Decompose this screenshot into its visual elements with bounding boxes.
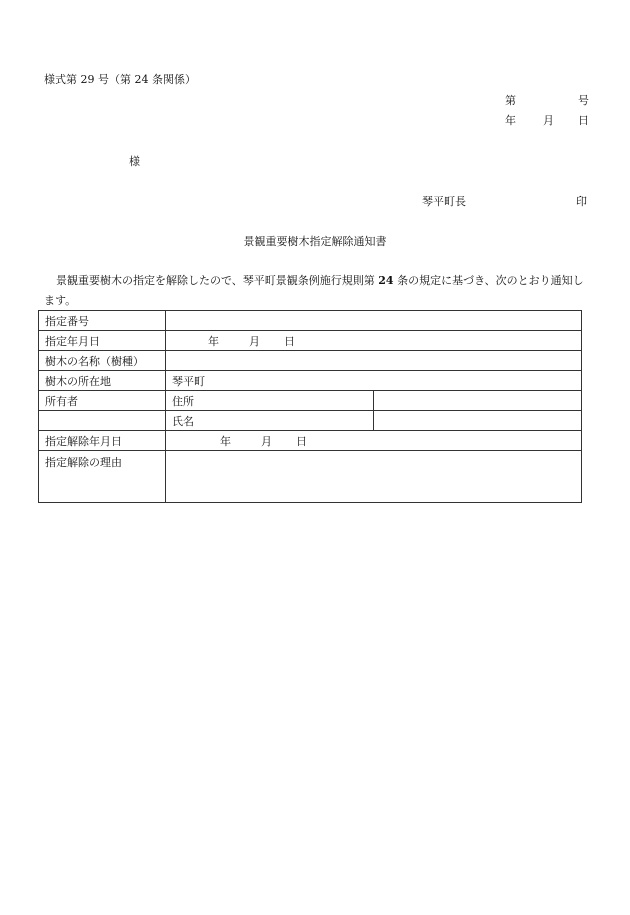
table-row <box>39 351 582 371</box>
cancellation-date-field[interactable] <box>166 431 582 451</box>
designation-month: 月 <box>249 334 260 348</box>
table-row <box>39 451 582 503</box>
designation-number-field[interactable] <box>166 311 582 331</box>
cancellation-date-label: 指定解除年月日 <box>39 431 166 451</box>
issue-date-day: 日 <box>578 114 589 127</box>
designation-year: 年 <box>208 334 219 348</box>
table-row <box>39 391 582 411</box>
cancellation-year: 年 <box>220 434 231 448</box>
table-row <box>39 431 582 451</box>
designation-date-label: 指定年月日 <box>39 331 166 351</box>
cancellation-reason-label: 指定解除の理由 <box>39 451 166 503</box>
tree-name-label: 樹木の名称（樹種） <box>39 351 166 371</box>
owner-name-label: 氏名 <box>166 411 374 431</box>
issue-date-month: 月 <box>543 114 554 127</box>
cancellation-month: 月 <box>261 434 272 448</box>
table-row <box>39 371 582 391</box>
notice-body <box>44 271 592 311</box>
designation-day: 日 <box>284 334 295 348</box>
form-number: 様式第 29 号（第 24 条関係） <box>44 73 196 86</box>
document-number-prefix: 第 <box>505 94 516 107</box>
owner-label-continued <box>39 411 166 431</box>
document-title: 景観重要樹木指定解除通知書 <box>243 235 387 248</box>
tree-name-field[interactable] <box>166 351 582 371</box>
tree-location-field[interactable] <box>166 371 582 391</box>
notice-body-lead: 景観重要樹木の指定を解除したので、琴平町景観条例施行規則第 <box>56 274 379 287</box>
owner-address-field[interactable] <box>374 391 582 411</box>
issue-date-year: 年 <box>505 114 516 127</box>
designation-date-field[interactable] <box>166 331 582 351</box>
tree-location-label: 樹木の所在地 <box>39 371 166 391</box>
designation-number-label: 指定番号 <box>39 311 166 331</box>
notice-body-tail: 条の規定に基づき、次のとおり通知します。 <box>44 274 584 307</box>
article-number: 24 <box>378 274 394 287</box>
tree-location-value: 琴平町 <box>172 374 205 388</box>
table-row <box>39 311 582 331</box>
cancellation-day: 日 <box>296 434 307 448</box>
owner-label: 所有者 <box>39 391 166 411</box>
issuer-title: 琴平町長 <box>422 195 466 208</box>
table-row <box>39 411 582 431</box>
owner-name-field[interactable] <box>374 411 582 431</box>
cancellation-reason-field[interactable] <box>166 451 582 503</box>
addressee-honorific: 様 <box>129 155 140 168</box>
owner-address-label: 住所 <box>166 391 374 411</box>
seal-mark: 印 <box>576 195 587 208</box>
table-row <box>39 331 582 351</box>
notice-table <box>38 310 582 503</box>
document-number-suffix: 号 <box>578 94 589 107</box>
